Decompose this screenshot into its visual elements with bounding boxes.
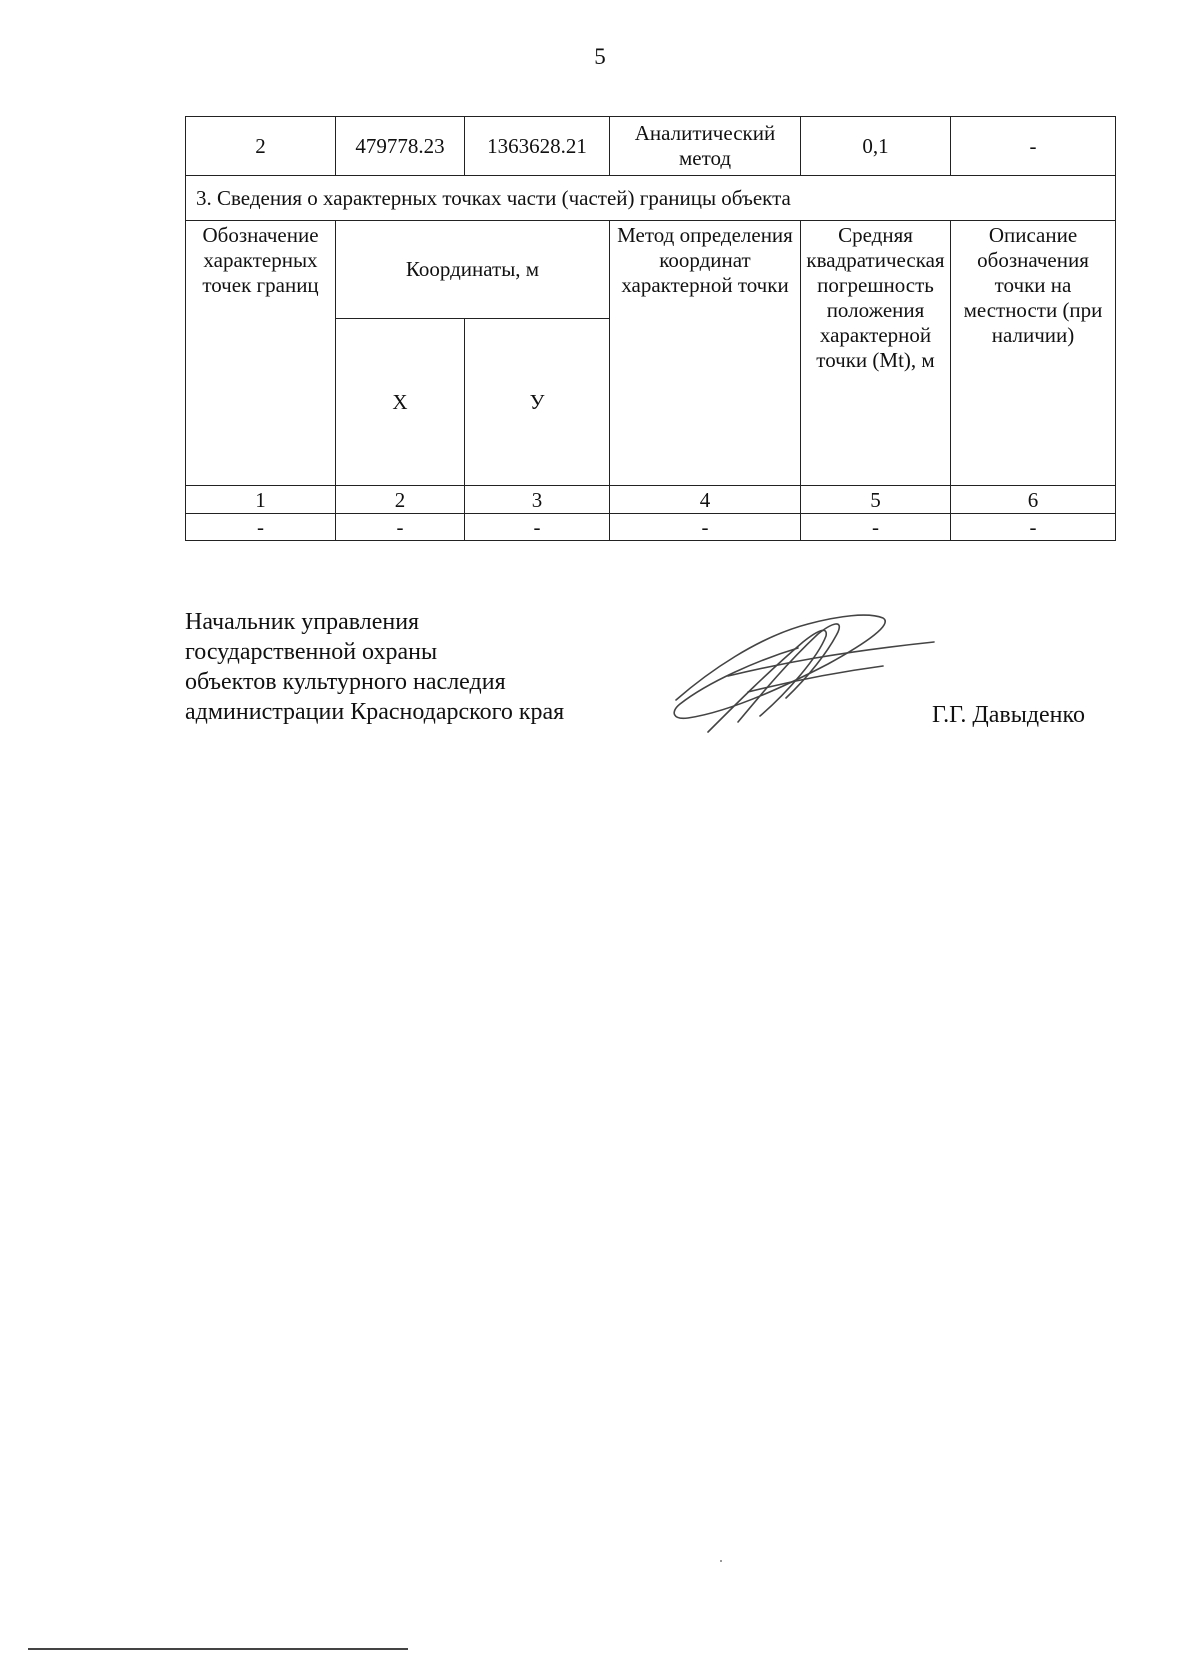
- column-number: 1: [186, 486, 336, 514]
- header-row-1: [186, 221, 1116, 319]
- header-coordinates: Координаты, м: [336, 221, 610, 319]
- section-row: [186, 176, 1116, 221]
- column-number: 5: [801, 486, 951, 514]
- header-error: Средняя квадратическая погрешность положения характерной точки (Mt), м: [801, 221, 951, 486]
- coordinates-table: [185, 116, 1116, 541]
- column-number: 3: [465, 486, 610, 514]
- cell-description: -: [951, 117, 1116, 176]
- header-designation: Обозначение характерных точек границ: [186, 221, 336, 486]
- empty-data-row: [186, 514, 1116, 541]
- column-number: 6: [951, 486, 1116, 514]
- cell-method: Аналитический метод: [610, 117, 801, 176]
- empty-cell: -: [951, 514, 1116, 541]
- section-title: 3. Сведения о характерных точках части (частей) границы объекта: [186, 176, 1116, 221]
- signer-name: Г.Г. Давыденко: [932, 702, 1085, 728]
- page-number: 5: [594, 44, 606, 69]
- position-line: Начальник управления: [185, 609, 420, 635]
- column-number-row: [186, 486, 1116, 514]
- column-number: 4: [610, 486, 801, 514]
- footer-divider: [28, 1648, 408, 1650]
- empty-cell: -: [186, 514, 336, 541]
- column-number: 2: [336, 486, 465, 514]
- header-description: Описание обозначения точки на местности (при наличии): [951, 221, 1116, 486]
- empty-cell: -: [465, 514, 610, 541]
- empty-cell: -: [336, 514, 465, 541]
- position-line: администрации Краснодарского края: [185, 699, 565, 725]
- position-line: объектов культурного наследия: [185, 669, 506, 695]
- signatory-position: [185, 607, 564, 727]
- cell-error: 0,1: [801, 117, 951, 176]
- handwritten-signature: [668, 612, 936, 742]
- cell-x: 479778.23: [336, 117, 465, 176]
- cell-point: 2: [186, 117, 336, 176]
- empty-cell: -: [610, 514, 801, 541]
- header-y: У: [465, 319, 610, 486]
- table-row-point-2: [186, 117, 1116, 176]
- empty-cell: -: [801, 514, 951, 541]
- header-x: Х: [336, 319, 465, 486]
- scan-speck: [720, 1560, 722, 1562]
- position-line: государственной охраны: [185, 639, 438, 665]
- header-method: Метод определения координат характерной точки: [610, 221, 801, 486]
- cell-y: 1363628.21: [465, 117, 610, 176]
